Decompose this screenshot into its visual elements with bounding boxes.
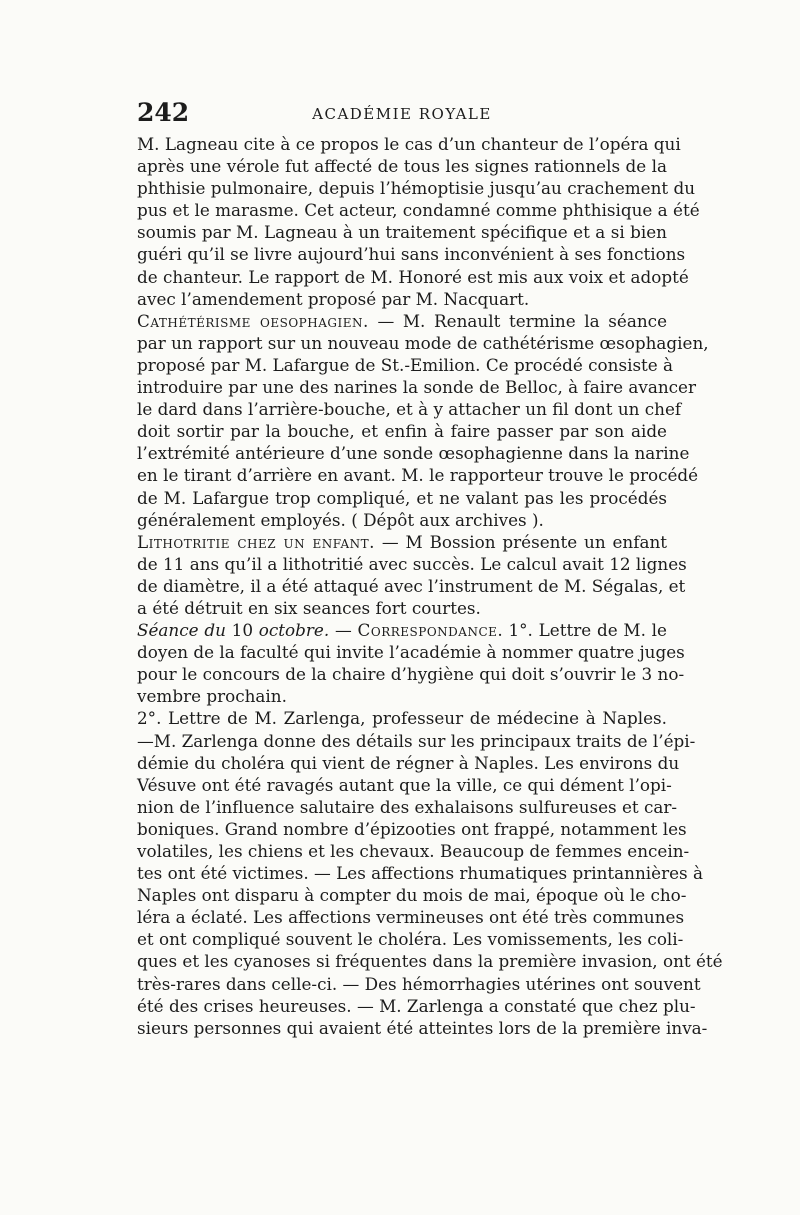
text-line — [137, 332, 709, 354]
section-heading: Correspondance — [357, 620, 498, 641]
text-run: ques et les cyanoses si fréquentes dans la première invasion, ont été — [137, 951, 723, 972]
text-line — [137, 464, 699, 486]
running-head — [137, 98, 667, 128]
running-title: ACADÉMIE ROYALE — [312, 105, 492, 123]
text-line — [137, 509, 667, 531]
text-run: de 11 ans qu’il a lithotritié avec succès. Le calcul avait 12 lignes — [137, 553, 687, 574]
text-line — [137, 862, 703, 884]
text-run: démie du choléra qui vient de régner à Naples. Les environs du — [137, 752, 680, 773]
text-line — [137, 884, 687, 906]
text-run: M. Lagneau cite à ce propos le cas d’un chanteur de l’opéra qui — [137, 134, 681, 154]
text-run: volatiles, les chiens et les chevaux. Beaucoup de femmes encein- — [137, 841, 690, 861]
text-run: de chanteur. Le rapport de M. Honoré est mis aux voix et adopté — [137, 266, 689, 287]
text-line — [137, 707, 667, 729]
text-line — [137, 487, 667, 509]
text-line — [137, 950, 723, 972]
text-line — [137, 288, 667, 310]
text-run: octobre. — [258, 620, 330, 641]
text-run: par un rapport sur un nouveau mode de cathétérisme œsophagien, — [137, 332, 709, 353]
text-run: introduire par une des narines la sonde de Belloc, à faire avancer — [137, 377, 697, 398]
section-heading: Cathétérisme oesophagien. — [137, 310, 369, 331]
text-line — [137, 663, 685, 685]
text-run: tes ont été victimes. — Les affections rhumatiques printannières à — [137, 863, 703, 884]
text-line — [137, 730, 696, 752]
text-run: — M Bossion présente un enfant — [375, 531, 668, 552]
text-line — [137, 442, 690, 464]
text-line — [137, 995, 696, 1017]
text-run: en le tirant d’arrière en avant. M. le rapporteur trouve le procédé — [137, 465, 699, 486]
text-run: boniques. Grand nombre d’épizooties ont frappé, notamment les — [137, 818, 687, 839]
text-run: après une vérole fut affecté de tous les signes rationnels de la — [137, 156, 667, 177]
text-line — [137, 774, 672, 796]
text-line — [137, 221, 667, 243]
text-line — [137, 553, 687, 575]
text-line — [137, 641, 685, 663]
text-run: Naples ont disparu à compter du mois de mai, époque où le cho- — [137, 885, 687, 906]
text-run: Vésuve ont été ravagés autant que la ville, ce qui dément l’opi- — [137, 774, 672, 795]
text-line — [137, 177, 696, 199]
text-line — [137, 752, 680, 774]
text-run: vembre prochain. — [137, 686, 287, 707]
text-run: . 1°. Lettre de M. le — [497, 620, 667, 641]
text-run: — M. Renault termine la séance — [368, 310, 667, 331]
text-line — [137, 310, 667, 332]
text-line — [137, 354, 674, 376]
text-line — [137, 420, 667, 442]
text-line — [137, 818, 687, 840]
text-line — [137, 155, 667, 177]
text-line — [137, 266, 689, 288]
text-run: l’extrémité antérieure d’une sonde œsophagienne dans la narine — [137, 443, 690, 464]
text-line — [137, 243, 686, 265]
text-line — [137, 840, 690, 862]
text-run: doyen de la faculté qui invite l’académie à nommer quatre juges — [137, 642, 685, 663]
text-run: le dard dans l’arrière-bouche, et à y attacher un fil dont un chef — [137, 399, 682, 420]
text-line — [137, 376, 697, 398]
text-line — [137, 133, 681, 155]
text-line — [137, 575, 686, 597]
text-run: —M. Zarlenga donne des détails sur les principaux traits de l’épi- — [137, 730, 696, 751]
text-line — [137, 906, 685, 928]
text-run: doit sortir par la bouche, et enfin à faire passer par son aide — [137, 421, 667, 442]
section-heading: Lithotritie chez un enfant. — [137, 531, 376, 552]
text-line — [137, 199, 700, 221]
text-line — [137, 685, 667, 707]
text-line — [137, 531, 667, 553]
text-line — [137, 928, 684, 950]
text-run: sieurs personnes qui avaient été atteintes lors de la première inva- — [137, 1017, 708, 1038]
text-line — [137, 1017, 708, 1039]
text-run: a été détruit en six seances fort courtes. — [137, 597, 481, 618]
text-run: — — [329, 620, 358, 641]
text-run: généralement employés. ( Dépôt aux archives ). — [137, 509, 544, 530]
text-run: Séance du — [137, 620, 226, 641]
page-number: 242 — [137, 98, 190, 127]
text-run: proposé par M. Lafargue de St.-Emilion. Ce procédé consiste à — [137, 354, 674, 375]
text-run: pour le concours de la chaire d’hygiène qui doit s’ouvrir le 3 no- — [137, 664, 685, 685]
text-line — [137, 796, 678, 818]
body-text — [137, 133, 723, 1039]
text-line — [137, 619, 667, 641]
text-run: pus et le marasme. Cet acteur, condamné comme phthisique a été — [137, 200, 700, 221]
text-line — [137, 597, 667, 619]
text-run: nion de l’influence salutaire des exhalaisons sulfureuses et car- — [137, 796, 678, 817]
text-run: avec l’amendement proposé par M. Nacquart. — [137, 288, 530, 309]
text-run: guéri qu’il se livre aujourd’hui sans inconvénient à ses fonctions — [137, 244, 686, 265]
text-run: soumis par M. Lagneau à un traitement spécifique et a si bien — [137, 222, 667, 243]
text-run: de diamètre, il a été attaqué avec l’instrument de M. Ségalas, et — [137, 575, 686, 596]
text-run: 2°. Lettre de M. Zarlenga, professeur de médecine à Naples. — [137, 708, 667, 729]
text-run: 10 — [225, 620, 259, 641]
text-run: phthisie pulmonaire, depuis l’hémoptisie jusqu’au crachement du — [137, 178, 696, 199]
text-run: et ont compliqué souvent le choléra. Les vomissements, les coli- — [137, 929, 684, 950]
text-line — [137, 973, 701, 995]
text-run: été des crises heureuses. — M. Zarlenga a constaté que chez plu- — [137, 995, 696, 1016]
text-run: de M. Lafargue trop compliqué, et ne valant pas les procédés — [137, 487, 667, 508]
text-run: très-rares dans celle-ci. — Des hémorrhagies utérines ont souvent — [137, 973, 701, 994]
text-run: léra a éclaté. Les affections vermineuses ont été très communes — [137, 907, 685, 928]
text-line — [137, 398, 682, 420]
